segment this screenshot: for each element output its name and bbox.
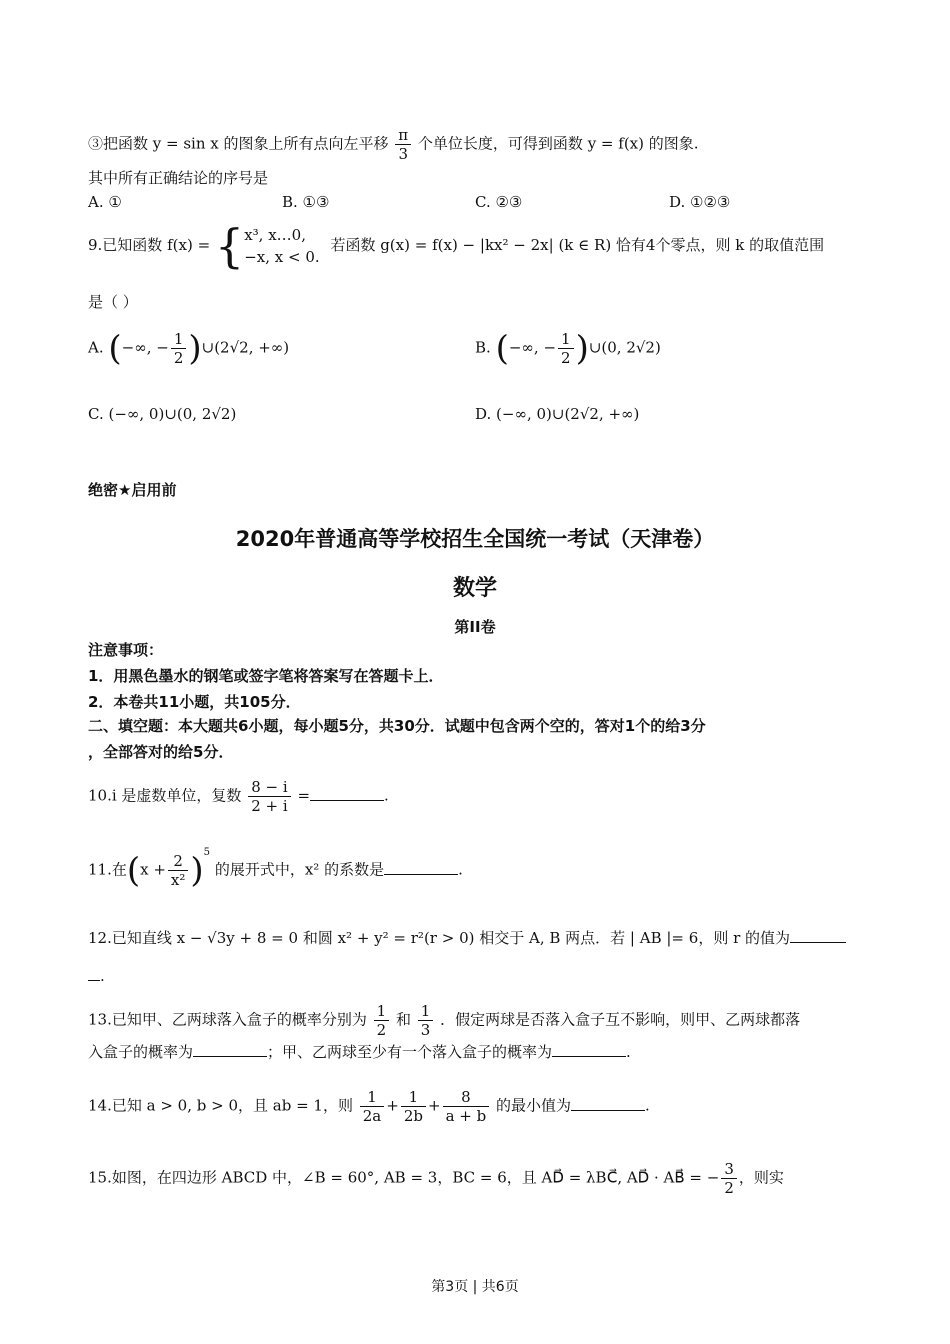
q8-option-b: B. ①③	[282, 193, 330, 211]
q9-stem-cont: 是（ ）	[88, 293, 138, 311]
q8-option-d: D. ①②③	[669, 193, 731, 211]
q13-cont: 入盒子的概率为 ；甲、乙两球至少有一个落入盒子的概率为 .	[88, 1043, 631, 1061]
q10: 10.i 是虚数单位，复数 $\frac{8 - i}{2 + i}$ = .	[88, 778, 389, 815]
q9-stem: 9.已知函数 f(x) = { x³, x…0, −x, x < 0. 若函数 g(x) = f(x) − |kx² − 2x| (k ∈ R) 恰有4个零点，则 k 的取值范围	[88, 219, 825, 273]
q9-option-b: B. (−∞, − $\frac{1}{2}$ )∪(0, 2√2)	[475, 328, 661, 369]
q9-option-d: D. (−∞, 0)∪(2√2, +∞)	[475, 405, 640, 423]
secret-label: 绝密★启用前	[88, 481, 177, 499]
page-footer: 第3页 | 共6页	[431, 1279, 519, 1295]
q13: 13.已知甲、乙两球落入盒子的概率分别为 $\frac{1}{2}$ 和 $\frac{1}{3}$ ．假定两球是否落入盒子互不影响，则甲、乙两球都落	[88, 1002, 801, 1039]
q8-item3: ③把函数 y = sin x 的图象上所有点向左平移 $\frac{\pi}{3}$ 个单位长度，可得到函数 y = f(x) 的图象.	[88, 126, 699, 163]
volume-title: 第II卷	[454, 618, 496, 636]
answer-blank[interactable]	[571, 1096, 645, 1111]
q11: 11.在(x + $\frac{2}{\text{x²}}$ )$^5$ 的展开式中，x² 的系数是 .	[88, 846, 463, 891]
subject-title: 数学	[452, 576, 497, 601]
q12-cont: .	[88, 966, 105, 986]
answer-blank[interactable]	[384, 860, 458, 875]
answer-blank[interactable]	[310, 786, 384, 801]
section-fill-in-cont: ，全部答对的给5分．	[88, 743, 234, 761]
fraction: $\frac{\pi}{3}$	[395, 126, 411, 163]
q12: 12.已知直线 x − √3y + 8 = 0 和圆 x² + y² = r²(r > 0) 相交于 A, B 两点．若 | AB |= 6，则 r 的值为	[88, 928, 846, 948]
q8-option-c: C. ②③	[475, 193, 523, 211]
q9-option-a: A. (−∞, − $\frac{1}{2}$ )∪(2√2, +∞)	[88, 328, 290, 369]
note-2: 2．本卷共11小题，共105分．	[88, 693, 301, 711]
q9-option-c: C. (−∞, 0)∪(0, 2√2)	[88, 405, 237, 423]
answer-blank-2[interactable]	[552, 1042, 626, 1057]
note-1: 1．用黑色墨水的钢笔或签字笔将答案写在答题卡上．	[88, 667, 444, 685]
answer-blank[interactable]	[790, 928, 846, 943]
piecewise-cases: x³, x…0, −x, x < 0.	[244, 226, 320, 266]
fraction: $\frac{8 - i}{2 + i}$	[248, 778, 290, 815]
exam-title: 2020年普通高等学校招生全国统一考试（天津卷）	[235, 527, 715, 551]
notes-heading: 注意事项：	[88, 641, 164, 659]
section-fill-in: 二、填空题：本大题共6小题，每小题5分，共30分．试题中包含两个空的，答对1个的给3分	[88, 717, 706, 735]
q8-prompt: 其中所有正确结论的序号是	[88, 169, 269, 187]
answer-blank-cont	[88, 966, 100, 981]
answer-blank-1[interactable]	[193, 1042, 267, 1057]
q14: 14.已知 a > 0, b > 0，且 ab = 1，则 $\frac{1}{2a}$ + $\frac{1}{2b}$ + $\frac{8}{a + b}$ 的最小值为 .	[88, 1088, 650, 1125]
q15: 15.如图，在四边形 ABCD 中，∠B = 60°, AB = 3，BC = 6，且 AD⃗ = λBC⃗, AD⃗ · AB⃗ = − $\frac{3}{2}$ ，则实	[88, 1160, 784, 1197]
q8-option-a: A. ①	[88, 193, 122, 211]
